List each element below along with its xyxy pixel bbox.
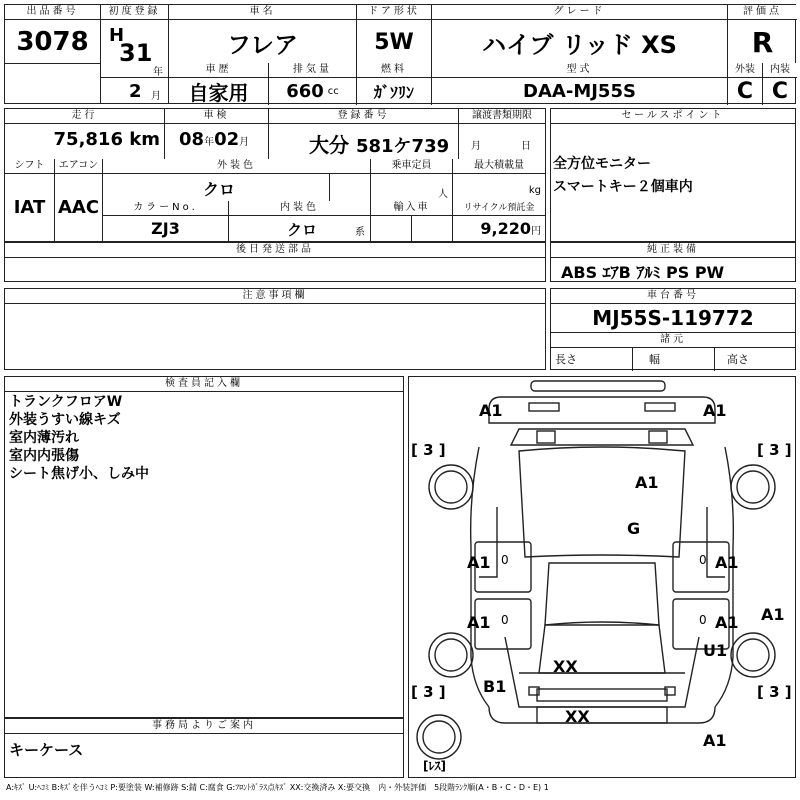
mid-section <box>4 108 546 242</box>
mileage-block <box>5 109 165 159</box>
tire-tread: [ 3 ] <box>411 441 446 459</box>
score-block <box>728 5 797 63</box>
shift-label: シフト <box>5 159 54 174</box>
first-reg-year: 31 <box>119 39 153 67</box>
color-no-block <box>103 201 229 241</box>
score-label: 評価点 <box>728 5 797 20</box>
exterior-label: 外装 <box>728 63 762 78</box>
displacement: 660 <box>286 81 324 102</box>
inspector-notes-list <box>9 393 149 483</box>
height-label: 高さ <box>727 353 749 366</box>
door-block <box>357 5 432 63</box>
reg-area: 大分 <box>309 133 349 157</box>
history-label: 車歴 <box>169 63 268 78</box>
door-mark: 0 <box>501 553 509 567</box>
displacement-label: 排気量 <box>269 63 356 78</box>
car-diagram-section <box>408 376 796 778</box>
inspector-notes-label: 検査員記入欄 <box>5 377 403 392</box>
recycle: 9,220 <box>480 219 531 238</box>
damage-mark: G <box>627 519 641 538</box>
interior-grade: C <box>771 79 789 104</box>
grade-label: グレード <box>432 5 727 20</box>
sales-point-line: 全方位モニター <box>553 156 651 172</box>
capacity-label: 乗車定員 <box>371 159 452 174</box>
year-unit: 年 <box>153 67 163 78</box>
damage-mark: B1 <box>483 677 507 696</box>
grade-block <box>432 5 728 63</box>
later-parts-section <box>4 242 546 282</box>
score: R <box>751 25 774 59</box>
lot-number-block <box>5 5 101 103</box>
door-mark: 0 <box>699 553 707 567</box>
car-name: フレア <box>226 30 299 59</box>
capacity-block <box>371 159 453 201</box>
tire-tread: [ 3 ] <box>757 683 792 701</box>
sales-point-line: スマートキー２個車内 <box>553 179 693 195</box>
car-name-block <box>169 5 357 63</box>
inspection-year: 08 <box>179 129 205 150</box>
inspector-note: 室内内張傷 <box>9 448 79 464</box>
damage-mark: A1 <box>703 401 727 420</box>
shift-block <box>5 159 55 241</box>
damage-legend: A:ｷｽﾞ U:ﾍｺﾐ B:ｷｽﾞを伴うﾍｺﾐ P:要塗装 W:補修跡 S:錆 C:腐食 G:ﾌﾛﾝﾄｶﾞﾗｽ点ｷｽﾞ XX:交換済み X:要交換 内・外装評価 5段階ﾗﾝｸ順(A・B・C・D・E) 1 <box>6 783 549 792</box>
chassis-label: 車台番号 <box>551 289 795 304</box>
genuine-equipment: ABS ｴｱB ｱﾙﾐ PS PW <box>561 263 725 282</box>
max-load-unit: kg <box>528 185 541 196</box>
reg-number-block <box>269 109 459 159</box>
import-block <box>371 201 453 241</box>
exterior-block <box>728 63 763 105</box>
sales-point-section <box>550 108 796 242</box>
month-unit: 月 <box>151 91 161 102</box>
inspector-note: シート焦げ小、しみ中 <box>9 466 149 482</box>
grade: ハイブ リッド XS <box>482 30 677 59</box>
capacity-unit: 人 <box>438 189 448 200</box>
inspector-notes-section <box>4 376 404 718</box>
int-color-block <box>229 201 371 241</box>
office-label: 事務局よりご案内 <box>5 719 403 734</box>
damage-mark: A1 <box>761 605 785 624</box>
damage-mark: U1 <box>703 641 728 660</box>
ac-label: エアコン <box>55 159 102 174</box>
fuel: ｶﾞｿﾘﾝ <box>373 83 414 102</box>
transfer-label: 譲渡書類期限 <box>459 109 545 124</box>
max-load-block <box>453 159 545 201</box>
chassis-section <box>550 288 796 370</box>
damage-mark: A1 <box>467 553 491 572</box>
inspection-month: 02 <box>214 129 240 150</box>
door-label: ドア形状 <box>357 5 431 20</box>
history: 自家用 <box>188 81 249 105</box>
inspection-year-unit: 年 <box>204 137 215 148</box>
sales-point-label: セールスポイント <box>551 109 795 124</box>
interior-label: 内装 <box>763 63 797 78</box>
ac: AAC <box>57 196 100 218</box>
length-label: 長さ <box>551 347 633 371</box>
damage-mark: XX <box>553 657 578 676</box>
history-block <box>169 63 269 105</box>
first-reg-month: 2 <box>129 81 142 102</box>
shift: IAT <box>13 196 46 218</box>
inspection-label: 車検 <box>165 109 268 124</box>
tire-tread: [ 3 ] <box>411 683 446 701</box>
top-section <box>4 4 796 104</box>
transfer-day-unit: 日 <box>521 141 531 152</box>
damage-mark: A1 <box>703 731 727 750</box>
max-load-label: 最大積載量 <box>453 159 545 174</box>
car-name-label: 車名 <box>169 5 356 20</box>
displacement-block <box>269 63 357 105</box>
spare-tire: [ﾚｽ] <box>423 759 446 773</box>
notes-label: 注意事項欄 <box>5 289 545 304</box>
office-section <box>4 718 404 778</box>
first-reg-label: 初度登録 <box>101 5 168 20</box>
damage-mark: A1 <box>635 473 659 492</box>
width-label: 幅 <box>633 347 715 371</box>
int-color-unit: 系 <box>355 227 365 238</box>
damage-mark: A1 <box>467 613 491 632</box>
displacement-unit: cc <box>327 86 339 97</box>
color-no-label: カラーNo. <box>103 201 228 216</box>
chassis-number: MJ55S-119772 <box>551 304 795 333</box>
recycle-block <box>453 201 545 241</box>
damage-mark: A1 <box>715 553 739 572</box>
tire-tread: [ 3 ] <box>757 441 792 459</box>
reg-number: 581ケ739 <box>355 136 450 157</box>
genuine-equipment-label: 純正装備 <box>551 243 795 258</box>
inspector-note: トランクフロアW <box>9 394 123 410</box>
damage-mark: XX <box>565 707 590 726</box>
office-note: キーケース <box>9 741 84 759</box>
ext-color-block <box>103 159 371 201</box>
door-type: 5W <box>374 29 414 55</box>
transfer-block <box>459 109 545 159</box>
ext-color-label: 外装色 <box>103 159 370 174</box>
door-mark: 0 <box>501 613 509 627</box>
import-label: 輸入車 <box>371 201 452 216</box>
ac-block <box>55 159 103 241</box>
damage-mark: A1 <box>479 401 503 420</box>
recycle-label: リサイクル預託金 <box>453 201 545 216</box>
mileage: 75,816 <box>53 129 123 150</box>
recycle-unit: 円 <box>531 226 541 237</box>
lot-number: 3078 <box>16 27 89 57</box>
interior-block <box>763 63 797 105</box>
transfer-month-unit: 月 <box>471 141 481 152</box>
inspection-block <box>165 109 269 159</box>
car-diagram <box>409 377 795 777</box>
era: H <box>109 25 125 46</box>
lot-number-label: 出品番号 <box>5 5 100 20</box>
spec-label: 諸元 <box>551 333 795 348</box>
mileage-unit: km <box>129 129 160 150</box>
damage-mark: A1 <box>715 613 739 632</box>
mileage-label: 走行 <box>5 109 164 124</box>
genuine-equipment-section <box>550 242 796 282</box>
model: DAA-MJ55S <box>523 81 636 102</box>
model-block <box>432 63 728 105</box>
inspection-month-unit: 月 <box>239 137 250 148</box>
notes-section <box>4 288 546 370</box>
int-color: クロ <box>287 221 318 239</box>
door-mark: 0 <box>699 613 707 627</box>
int-color-label: 内装色 <box>229 201 370 216</box>
fuel-block <box>357 63 432 105</box>
later-parts-label: 後日発送部品 <box>5 243 545 258</box>
color-no: ZJ3 <box>151 218 180 238</box>
model-label: 型式 <box>432 63 727 78</box>
reg-number-label: 登録番号 <box>269 109 458 124</box>
ext-color: クロ <box>203 180 236 199</box>
first-registration-block <box>101 5 169 103</box>
inspector-note: 室内薄汚れ <box>9 430 79 446</box>
fuel-label: 燃料 <box>357 63 431 78</box>
inspector-note: 外装うすい線キズ <box>9 412 121 428</box>
exterior-grade: C <box>736 79 754 104</box>
